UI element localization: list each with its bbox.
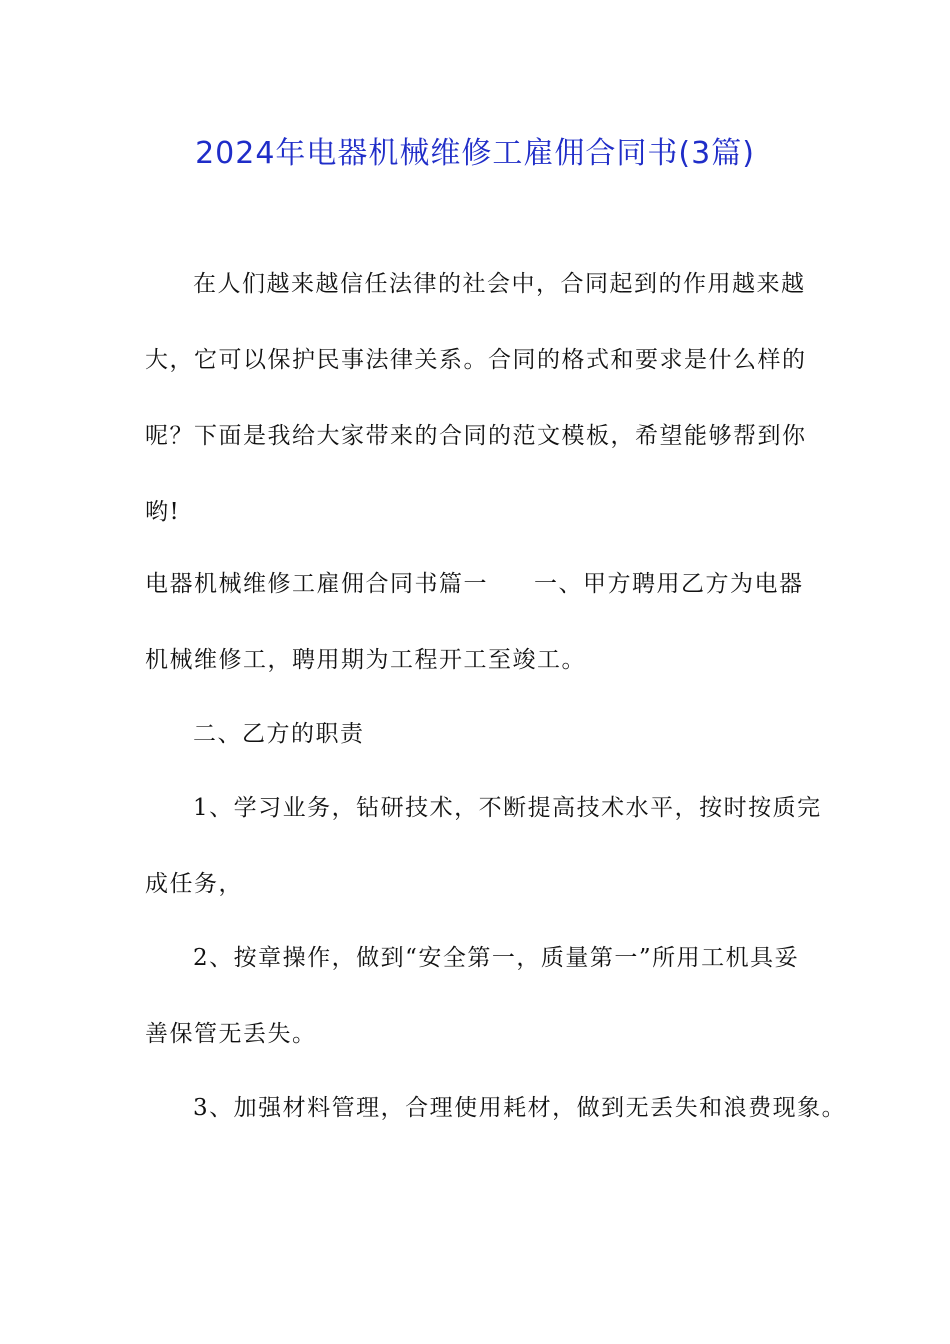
document-title: 2024年电器机械维修工雇佣合同书(3篇) [195,136,755,171]
intro-line-1: 在人们越来越信任法律的社会中，合同起到的作用越来越 [193,271,806,297]
clause-1-continuation: 机械维修工，聘用期为工程开工至竣工。 [145,647,586,673]
intro-line-3: 呢？下面是我给大家带来的合同的范文模板，希望能够帮到你 [145,423,807,449]
item-2-line-1: 2、按章操作，做到“安全第一，质量第一”所用工机具妥 [193,945,800,971]
section-heading: 电器机械维修工雇佣合同书篇一 [145,571,488,597]
intro-line-4: 哟! [145,499,181,525]
clause-2-heading: 二、乙方的职责 [193,721,365,747]
section-heading-line [145,566,804,602]
item-1-line-2: 成任务， [145,871,243,897]
intro-line-2: 大，它可以保护民事法律关系。合同的格式和要求是什么样的 [145,347,807,373]
item-1-line-1: 1、学习业务，钻研技术，不断提高技术水平，按时按质完 [193,795,822,821]
clause-1-start: 一、甲方聘用乙方为电器 [534,571,804,597]
item-3-line: 3、加强材料管理，合理使用耗材，做到无丢失和浪费现象。 [193,1095,847,1121]
item-2-line-2: 善保管无丢失。 [145,1021,317,1047]
